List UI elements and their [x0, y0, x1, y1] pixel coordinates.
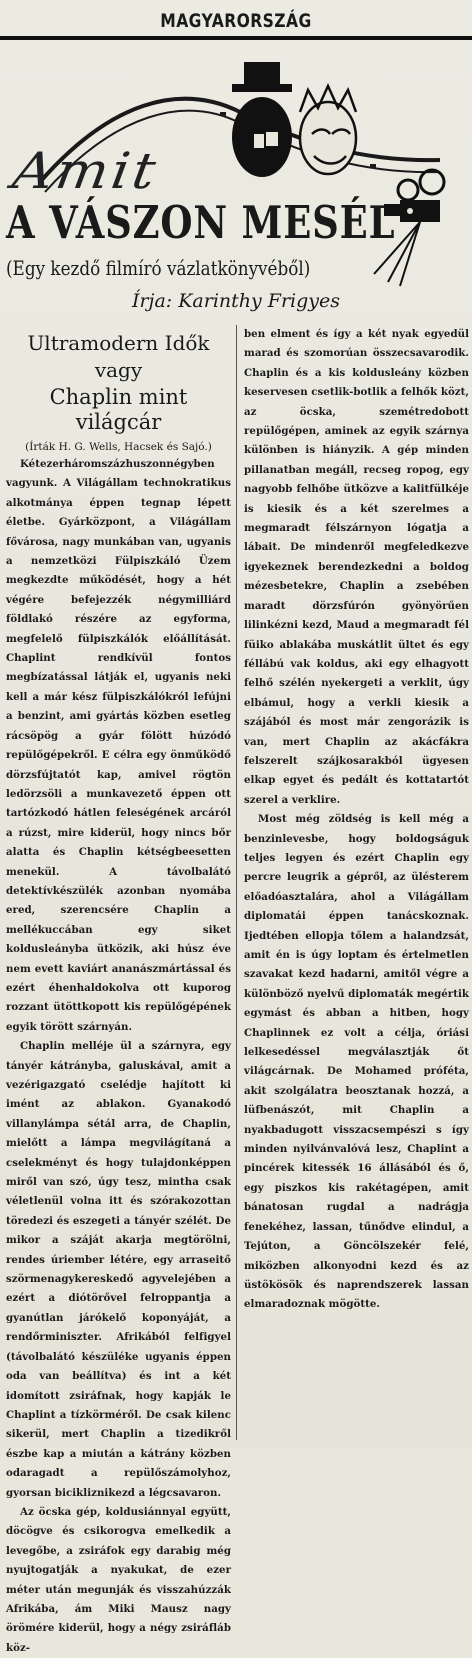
right-column [244, 325, 469, 1315]
article-heading-3: Chaplin mint világcár [49, 385, 188, 434]
headline-kicker [8, 142, 163, 200]
column-divider [236, 325, 237, 1440]
headline-kicker-text: Amit [8, 142, 163, 200]
masthead-rule [0, 36, 472, 40]
publication-name: MAGYARORSZÁG [160, 10, 312, 32]
headline: A VÁSZON MESÉL [6, 196, 396, 249]
article-authors: (Írták H. G. Wells, Hacsek és Sajó.) [25, 441, 212, 453]
paragraph: Kétezerháromszázhuszonnégyben vagyunk. A Világállam technokratikus alkotmánya éppen tegnap lépett életbe. Gyárközpont, a Világállam fővárosa, nagy munkában van, ugyanis a nemzetközi Fülpiszkáló Üzem megkezdte működését, hogy a hét végére befejezzék négymilliárd földlakó részére az egyforma, megfelelő fülpiszkálók előállítását. Chaplint rendkívül fontos megbízatással látják el, ugyanis neki kell a már kész fülpiszkálókról lefújni a benzint, ami gyártás közben esetleg rácsöpög a gyár fölött húzódó repülőgépekről. E célra egy önműködő dörzsfújtatót kap, amivel rögtön ledörzsöli a munkavezető éppen ott tartózkodó hátlen feleségének arcáról a rúzst, mire kiderül, hogy nincs bőr alatta és Chaplin kétségbeesetten menekül. A távolbalátó detektívkészülék azonban nyomába ered, szerencsére Chaplin a mellékuccában egy siket koldusleányba ütközik, aki húsz éve nem evett kaviárt ananászmártással és ezért éhenhaldokolva ott kuporog rozzant ütöttkopott kis repülőgépének egyik törött szárnyán. [6, 458, 231, 1033]
left-column [6, 325, 231, 1658]
paragraph: Chaplin melléje ül a szárnyra, egy tányér kátrányba, galuskával, amit a vezérigazgató cselédje hajított ki imént az ablakon. Gyanakodó villanylámpa sétál arra, de Chaplin, mielőtt a lámpa megvilágítaná a cselekményt és hogy tulajdonképpen miről van szó, úgy tesz, mintha csak véletlenül volna itt és szórakozottan töredezi és eszegeti a tányér szélét. De mikor a száját akarja megtörölni, rendes úriember létére, egy arraseitő szörmenagykereskedő agyvelejében a ezért a diótörővel felroppantja a gyanútlan járókelő koponyáját, a rendőrminiszter. Afrikából felfigyel (távolbalátó készüléke ugyanis éppen oda van beállítva) és int a két idomított zsiráfnak, hogy kapják le Chaplint a tízkörméről. De csak kilenc sikerül, mert Chaplin a tizedikről észbe kap a miután a kátrány közben odaragadt a repülőszámolyhoz, gyorsan bicikliznikezd a légcsavaron. [6, 1040, 231, 1499]
masthead [0, 0, 472, 40]
paragraph: Most még zöldség is kell még a benzinlevesbe, hogy boldogságuk teljes legyen és ezért Chaplin egy percre leugrik a gépről, az ülésterem előadóasztalára, ahol a Világállam diplomatái éppen tanácskoznak. Ijedtében ellopja tőlem a halandzsát, amit én is úgy loptam és értelmetlen szavakat kezd hadarni, amitől végre a különböző nyelvű diplomaták megértik egymást és abban a hitben, hogy Chaplinnek ez volt a célja, óriási lelkesedéssel megválasztják őt világcárnak. De Mohamed próféta, akit szolgálatra beosztanak hozzá, a lüfbenászót, mit Chaplin a nyakbadugott visszacsempészi s így minden nyilvánvalóvá lesz, Chaplint a pincérek kitessék 16 állásából és ő, egy piszkos kis rakétagépen, amit bánatosan rugdal a nadrágja fenekéhez, lassan, tűnődve elindul, a Tejúton, a Göncölszekér felé, miközben alkonyodni kezd és az üstökösök és naprendszerek lassan elmaradoznak mögötte. [244, 813, 469, 1311]
byline: Írja: Karinthy Frigyes [131, 290, 341, 312]
article-heading-1: Ultramodern Idők [27, 331, 210, 355]
paragraph: ben elment és így a két nyak egyedül marad és szomorúan összecsavarodik. Chaplin és a kis koldusleány közben keservesen csetlik-botlik a felhők közt, az öcska, szemétredobott repülőgépen, aminek az egyik szárnya különben is hiányzik. A gép minden pillanatban megáll, recseg ropog, egy nagyobb felhőbe ütközve a kalitfülkéje is kiesik és a két szerelmes a megmaradt félszárnyon lógatja a lábait. De mindenről megfeledkezve igyekeznek berendezkedni a boldog mézesbetekre, Chaplin a zsebében maradt dörzsfúrón gyönyörűen lilinkézni kezd, Maud a megmaradt fél füiko ablakába muskátlit ültet és egy féllábú vak koldus, aki egy elhagyott felhő szélén nyekergeti a verklit, úgy elbámul, hogy a verkli kiesik a szájából és most már zengorázik is van, mert Chaplin az akácfákra felszerelt szájkosarakból ügyesen elkap egyet és pedált és kottatartót szerel a verklire. [244, 328, 469, 806]
subtitle: (Egy kezdő filmíró vázlatkönyvéből) [6, 256, 311, 280]
article-heading-2: vagy [94, 358, 143, 382]
paragraph: Az öcska gép, koldusiánnyal együtt, döcögve és csikorogva emelkedik a levegőbe, a zsiráfok egy darabig még nyujtogatják a nyakukat, de ezer méter után megunják és visszahúzzák Afrikába, ám Miki Mausz nagy örömére kiderül, hogy a négy zsiráfláb köz- [6, 1505, 231, 1654]
